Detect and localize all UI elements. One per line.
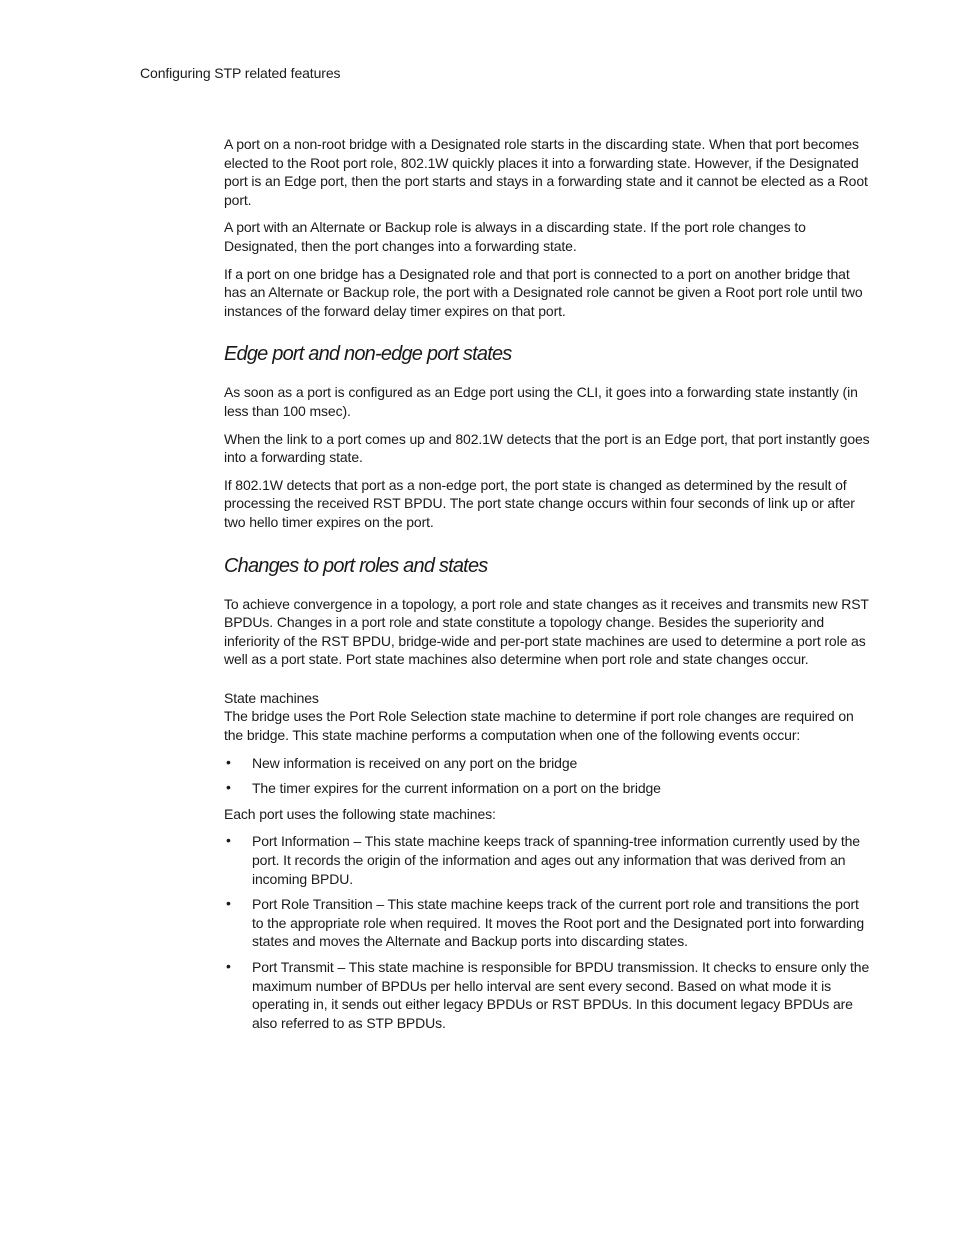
machine-term: Port Information (252, 833, 350, 850)
bullet-icon: • (226, 958, 231, 974)
edge-paragraph-2: When the link to a port comes up and 802.1W detects that the port is an Edge port, that port instantly goes into a forwarding state. (224, 430, 870, 466)
edge-paragraph-1: As soon as a port is configured as an Edge port using the CLI, it goes into a forwarding state instantly (in less than 100 msec). (224, 384, 858, 419)
changes-paragraph: To achieve convergence in a topology, a port role and state changes as it receives and transmits new RST BPDUs. Changes in a port role and state constitute a topology change. Besides the superiority and inferiority of the RST BPDU, bridge-wide and per-port state machines are used to determine a port role as well as a port state. Port state machines also determine when port role and state changes occur. (224, 595, 869, 668)
event-text: New information is received on any port on the bridge (252, 754, 578, 771)
list-item (224, 832, 870, 888)
event-list (224, 754, 870, 798)
document-body (224, 135, 870, 1039)
intro-paragraph-1: A port on a non-root bridge with a Designated role starts in the discarding state. When that port becomes elected to the Root port role, 802.1W quickly places it into a forwarding state. However, if the Designated port is an Edge port, then the port starts and stays in a forwarding state and it cannot be elected as a Root port. (224, 136, 868, 208)
machine-description: – This state machine is responsible for BPDU transmission. It checks to ensure only the maximum number of BPDUs per hello interval are sent every second. Based on what mode it is operating in, it sends out either legacy BPDUs or RST BPDUs. In this document legacy BPDUs are also referred to as STP BPDUs. (252, 959, 870, 1031)
bullet-icon: • (226, 779, 231, 796)
machine-description: – This state machine keeps track of the current port role and transitions the port to the appropriate role when required. It moves the Root port and the Designated port into forwarding states and moves the Alternate and Backup ports into discarding states. (252, 896, 865, 950)
list-item (224, 958, 870, 1032)
state-machines-heading: State machines (224, 689, 319, 706)
bullet-icon: • (226, 753, 231, 770)
state-machines-intro: The bridge uses the Port Role Selection state machine to determine if port role changes are required on the bridge. This state machine performs a computation when one of the following events occur: (224, 708, 854, 744)
bullet-icon: • (226, 832, 231, 849)
bullet-icon: • (226, 895, 231, 912)
list-item (224, 779, 870, 798)
machine-term: Port Transmit (252, 959, 334, 975)
running-header: Configuring STP related features (140, 65, 341, 81)
intro-paragraph-3: If a port on one bridge has a Designated role and that port is connected to a port on another bridge that has an Alternate or Backup role, the port with a Designated role cannot be given a Root port role until two instances of the forward delay timer expires on that port. (224, 265, 863, 319)
changes-heading: Changes to port roles and states (224, 554, 488, 577)
list-item (224, 754, 870, 773)
machine-term: Port Role Transition (252, 896, 373, 913)
machine-description: – This state machine keeps track of spanning-tree information currently used by the port. It records the origin of the information and ages out any information that was derived from an incoming BPDU. (252, 833, 860, 887)
edge-paragraph-3: If 802.1W detects that port as a non-edge port, the port state is changed as determined by the result of processing the received RST BPDU. The port state change occurs within four seconds of link up or after two hello timer expires on the port. (224, 476, 855, 530)
machine-list (224, 832, 870, 1032)
edge-port-heading: Edge port and non-edge port states (224, 343, 512, 366)
list-item (224, 895, 870, 951)
intro-paragraph-2: A port with an Alternate or Backup role is always in a discarding state. If the port role changes to Designated, then the port changes into a forwarding state. (224, 219, 806, 254)
event-text: The timer expires for the current information on a port on the bridge (252, 780, 661, 797)
per-port-intro: Each port uses the following state machines: (224, 805, 496, 822)
